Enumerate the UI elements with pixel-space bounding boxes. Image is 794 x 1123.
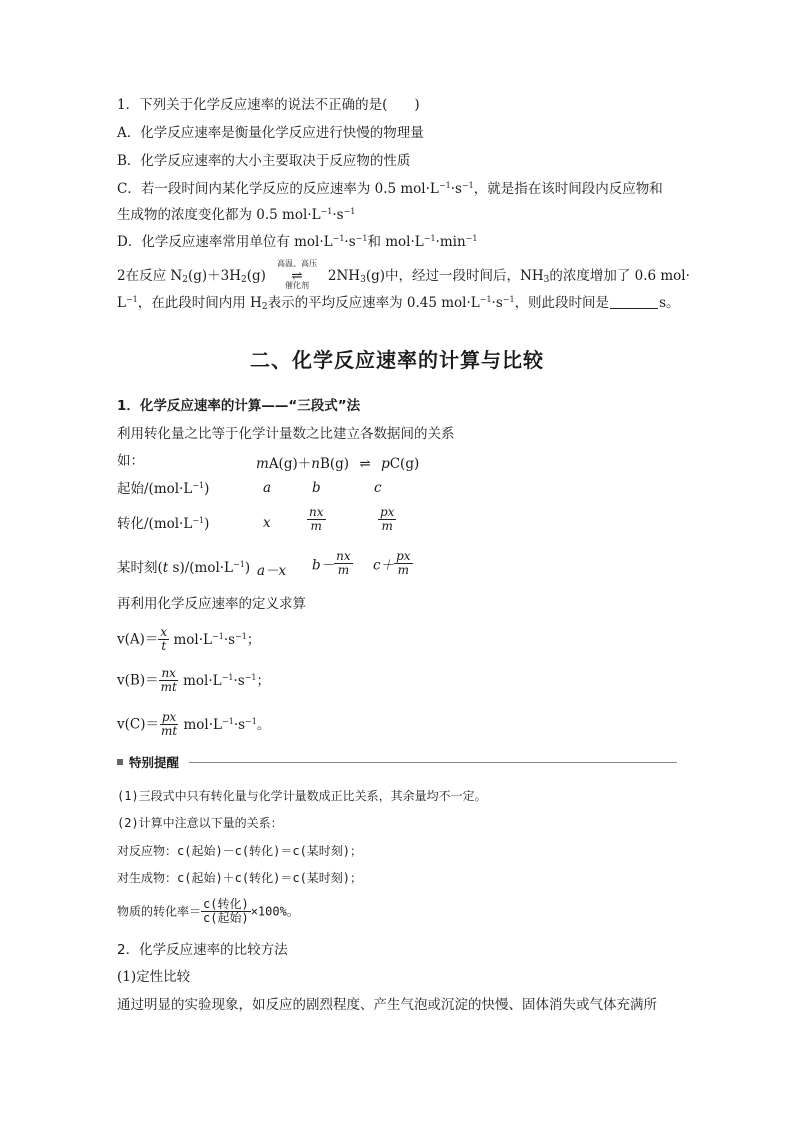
row-initial-a: a xyxy=(263,480,272,496)
compare-sub1: (1)定性比较 xyxy=(117,969,191,985)
rate-formula-c: v(C)＝ $\frac{px}{mt}$ $mol\cdot L^{-1}\cdot s^{-1}$。 xyxy=(117,710,271,738)
rate-formula-a: v(A)＝ $\frac{x}{t}$ $mol\cdot L^{-1}\cdot s^{-1}$； xyxy=(117,625,261,653)
special-reminder-label: 特别提醒 xyxy=(129,755,180,770)
row-moment-c: c＋ $\frac{px}{m}$ xyxy=(373,549,411,577)
row-moment-label: 某时刻(t $s)/(mol\cdot L^{-1})$ xyxy=(117,560,251,576)
tip-line-4: 对生成物：c(起始)＋c(转化)＝c(某时刻)； xyxy=(117,871,363,885)
row-moment-b: b－ $\frac{nx}{m}$ xyxy=(312,549,351,577)
calc-intro: 利用转化量之比等于化学计量数之比建立各数据间的关系 xyxy=(117,426,455,442)
reaction-condition-bottom: 催化剂 xyxy=(285,281,309,290)
answer-blank xyxy=(610,296,658,309)
row-change-label: 转化$/(mol\cdot L^{-1})$ xyxy=(117,516,210,532)
question-1-option-a: A．化学反应速率是衡量化学反应进行快慢的物理量 xyxy=(117,125,424,141)
tip-line-2: (2)计算中注意以下量的关系： xyxy=(117,816,283,830)
question-2-line1: 2在反应 $N_2(g)+3H_2(g)$ ⇌ $2NH_3(g)$中，经过一段时间后，$NH_3$的浓度增加了 0.6 mol· xyxy=(117,268,690,285)
row-change-px-over-m: $\frac{px}{m}$ xyxy=(380,505,395,533)
question-1-option-c-line2: 生成物的浓度变化都为 0.5 $mol\cdot L^{-1}\cdot s^{-1}$ xyxy=(117,207,356,223)
calc-then: 再利用化学反应速率的定义求算 xyxy=(117,596,306,612)
section-title: 二、化学反应速率的计算与比较 xyxy=(250,348,544,372)
rate-formula-b: v(B)＝ $\frac{nx}{mt}$ $mol\cdot L^{-1}\cdot s^{-1}$； xyxy=(117,666,270,694)
question-1-option-c-line1: C．若一段时间内某化学反应的反应速率为 0.5 $mol\cdot L^{-1}\cdot s^{-1}$，就是指在该时间段内反应物和 xyxy=(117,181,663,197)
tip-line-5: 物质的转化率＝ $\frac{\text{c(转化)}}{\text{c(起始)}}$ ×100%。 xyxy=(117,897,299,925)
example-equation: mA(g)＋nB(g) ⇌ pC(g) xyxy=(256,456,420,472)
tip-line-1: (1)三段式中只有转化量与化学计量数成正比关系，其余量均不一定。 xyxy=(117,789,487,803)
row-initial-b: b xyxy=(312,480,321,496)
reaction-condition-top: 高温、高压 xyxy=(277,259,317,268)
row-initial-c: c xyxy=(374,480,382,496)
calc-heading: 1．化学反应速率的计算——“三段式”法 xyxy=(117,398,361,414)
row-change-nx-over-m: $\frac{nx}{m}$ xyxy=(309,505,324,533)
row-moment-a: a－x xyxy=(257,563,287,579)
tip-line-3: 对反应物：c(起始)－c(转化)＝c(某时刻)； xyxy=(117,844,363,858)
question-2-line2: $L^{-1}$，在此段时间内用 $H_2$表示的平均反应速率为 0.45 $mol\cdot L^{-1}\cdot s^{-1}$，则此段时间是 s。 xyxy=(117,295,680,312)
question-1-stem: 1．下列关于化学反应速率的说法不正确的是( ) xyxy=(117,97,420,113)
example-label: 如： xyxy=(117,453,144,469)
compare-heading: 2．化学反应速率的比较方法 xyxy=(117,942,288,958)
divider xyxy=(189,762,677,763)
compare-text: 通过明显的实验现象，如反应的剧烈程度、产生气泡或沉淀的快慢、固体消失或气体充满所 xyxy=(117,997,657,1013)
square-bullet-icon xyxy=(117,759,123,765)
equilibrium-arrow: ⇌ xyxy=(291,268,303,284)
row-change-x: x xyxy=(263,515,271,531)
question-1-option-b: B．化学反应速率的大小主要取决于反应物的性质 xyxy=(117,153,411,169)
question-1-option-d: D．化学反应速率常用单位有 $mol\cdot L^{-1}\cdot s^{-1}$和 $mol\cdot L^{-1}\cdot\min^{-1}$ xyxy=(117,234,478,250)
row-initial-label: 起始$/(mol\cdot L^{-1})$ xyxy=(117,481,210,497)
special-reminder-header xyxy=(117,756,677,768)
